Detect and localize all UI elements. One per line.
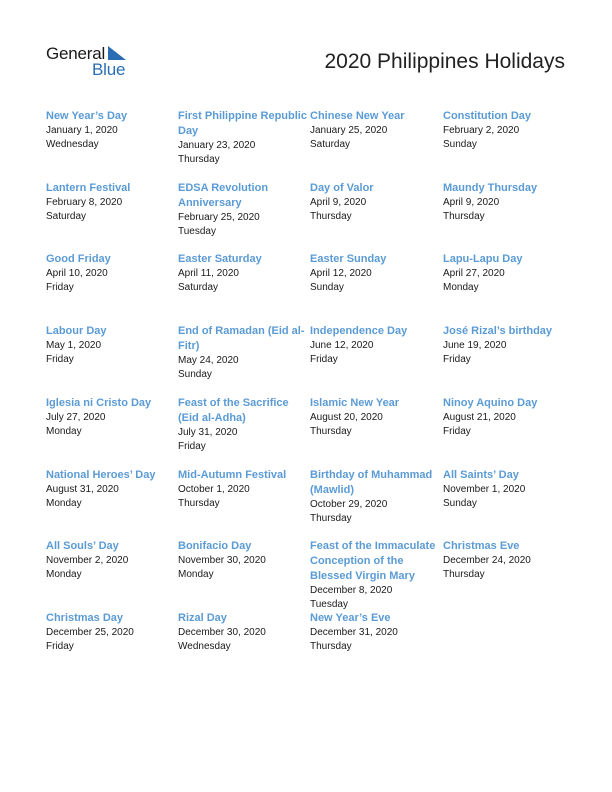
holiday-name: Labour Day <box>46 325 107 337</box>
holiday-name: Chinese New Year <box>310 110 405 122</box>
holiday-name: Day of Valor <box>310 182 374 194</box>
holiday-name: Maundy Thursday <box>443 182 538 194</box>
holiday-date: June 19, 2020 <box>443 340 507 351</box>
holiday-name: Iglesia ni Cristo Day <box>46 397 152 409</box>
holiday-name: All Souls’ Day <box>46 540 119 552</box>
holiday-weekday: Friday <box>310 354 338 365</box>
holiday-name: Rizal Day <box>178 612 227 624</box>
holiday-item <box>46 181 176 224</box>
holiday-row <box>46 181 574 252</box>
holiday-name: Christmas Day <box>46 612 124 624</box>
holiday-weekday: Sunday <box>178 369 212 380</box>
holiday-date: January 23, 2020 <box>178 140 256 151</box>
holiday-item <box>443 468 573 511</box>
holiday-date: April 9, 2020 <box>310 197 367 208</box>
holiday-date: May 1, 2020 <box>46 340 102 351</box>
holiday-name: Islamic New Year <box>310 397 400 409</box>
holiday-date: June 12, 2020 <box>310 340 374 351</box>
holiday-item <box>443 539 573 582</box>
holiday-date: November 2, 2020 <box>46 555 129 566</box>
holiday-weekday: Friday <box>178 441 206 452</box>
holiday-row <box>46 109 574 181</box>
holiday-name: Good Friday <box>46 253 111 265</box>
holiday-weekday: Wednesday <box>178 641 231 652</box>
holiday-date: May 24, 2020 <box>178 355 239 366</box>
holiday-item <box>46 396 176 439</box>
holiday-item <box>310 468 440 526</box>
holiday-name: Lantern Festival <box>46 182 131 194</box>
holiday-weekday: Monday <box>46 498 82 509</box>
holiday-row <box>46 252 574 324</box>
holiday-item <box>46 468 176 511</box>
holiday-date: April 12, 2020 <box>310 268 372 279</box>
holiday-date: December 30, 2020 <box>178 627 266 638</box>
holiday-item <box>178 468 308 511</box>
holiday-weekday: Tuesday <box>310 599 348 610</box>
holiday-row <box>46 396 574 468</box>
holiday-date: December 31, 2020 <box>310 627 398 638</box>
holiday-weekday: Wednesday <box>46 139 99 150</box>
holiday-date: December 24, 2020 <box>443 555 531 566</box>
holiday-item <box>310 611 440 654</box>
holiday-row <box>46 611 574 671</box>
holiday-name: Constitution Day <box>443 110 531 122</box>
holiday-name: New Year’s Day <box>46 110 128 122</box>
holiday-row <box>46 539 574 611</box>
holiday-name: Easter Sunday <box>310 253 387 265</box>
page-title: 2020 Philippines Holidays <box>324 50 565 73</box>
holiday-item <box>310 109 440 152</box>
holiday-date: August 21, 2020 <box>443 412 516 423</box>
holiday-item <box>443 109 573 152</box>
holiday-item <box>178 252 308 295</box>
holiday-weekday: Monday <box>46 569 82 580</box>
logo-general-text: General <box>46 44 106 63</box>
holiday-date: February 8, 2020 <box>46 197 123 208</box>
holiday-item <box>46 324 176 367</box>
holiday-weekday: Monday <box>46 426 82 437</box>
holiday-weekday: Monday <box>443 282 479 293</box>
holiday-weekday: Thursday <box>310 211 352 222</box>
brand-logo <box>46 44 136 80</box>
holiday-item <box>443 324 573 367</box>
holiday-date: April 10, 2020 <box>46 268 108 279</box>
holiday-date: January 25, 2020 <box>310 125 388 136</box>
holiday-weekday: Thursday <box>443 569 485 580</box>
holiday-name: Bonifacio Day <box>178 540 252 552</box>
holiday-date: December 25, 2020 <box>46 627 134 638</box>
holiday-date: August 31, 2020 <box>46 484 119 495</box>
holiday-weekday: Friday <box>443 426 471 437</box>
holiday-grid <box>46 109 574 671</box>
holiday-item <box>178 611 308 654</box>
holiday-item <box>46 252 176 295</box>
holiday-item <box>443 181 573 224</box>
holiday-weekday: Sunday <box>443 139 477 150</box>
holiday-weekday: Friday <box>46 641 74 652</box>
holiday-weekday: Thursday <box>310 513 352 524</box>
holiday-name: New Year’s Eve <box>310 612 391 624</box>
holiday-weekday: Tuesday <box>178 226 216 237</box>
holiday-weekday: Thursday <box>443 211 485 222</box>
holiday-name: Mid-Autumn Festival <box>178 469 287 481</box>
holiday-name: Birthday of Muhammad (Mawlid) <box>310 469 433 496</box>
holiday-date: August 20, 2020 <box>310 412 383 423</box>
holiday-item <box>310 252 440 295</box>
holiday-weekday: Thursday <box>178 154 220 165</box>
holiday-date: July 31, 2020 <box>178 427 238 438</box>
holiday-name: Independence Day <box>310 325 408 337</box>
holiday-item <box>178 324 308 382</box>
holiday-item <box>46 611 176 654</box>
holiday-item <box>443 396 573 439</box>
holiday-weekday: Thursday <box>310 426 352 437</box>
holiday-item <box>178 396 308 454</box>
holiday-item <box>46 539 176 582</box>
holiday-name: National Heroes’ Day <box>46 469 156 481</box>
holiday-item <box>310 324 440 367</box>
holiday-date: July 27, 2020 <box>46 412 106 423</box>
holiday-date: February 25, 2020 <box>178 212 260 223</box>
holiday-date: November 1, 2020 <box>443 484 526 495</box>
holiday-name: José Rizal’s birthday <box>443 325 553 337</box>
holiday-name: Christmas Eve <box>443 540 520 552</box>
holiday-weekday: Monday <box>178 569 214 580</box>
holiday-weekday: Friday <box>443 354 471 365</box>
logo-blue-text: Blue <box>92 60 126 79</box>
holiday-date: April 9, 2020 <box>443 197 500 208</box>
holiday-item <box>310 181 440 224</box>
holiday-item <box>46 109 176 152</box>
holiday-item <box>178 181 308 239</box>
holiday-date: November 30, 2020 <box>178 555 266 566</box>
holiday-weekday: Sunday <box>443 498 477 509</box>
holiday-date: October 29, 2020 <box>310 499 388 510</box>
holiday-item <box>178 539 308 582</box>
holiday-name: End of Ramadan (Eid al-Fitr) <box>178 325 305 352</box>
holiday-date: October 1, 2020 <box>178 484 250 495</box>
holiday-item <box>310 396 440 439</box>
holiday-weekday: Thursday <box>178 498 220 509</box>
holiday-name: EDSA Revolution Anniversary <box>178 182 269 209</box>
holiday-item <box>443 252 573 295</box>
holiday-row <box>46 324 574 396</box>
holiday-name: Easter Saturday <box>178 253 262 265</box>
holiday-weekday: Thursday <box>310 641 352 652</box>
holiday-item <box>310 539 440 612</box>
holiday-weekday: Friday <box>46 354 74 365</box>
holiday-date: January 1, 2020 <box>46 125 118 136</box>
holiday-name: Feast of the Sacrifice (Eid al-Adha) <box>178 397 289 424</box>
holiday-date: April 27, 2020 <box>443 268 505 279</box>
holiday-name: Lapu-Lapu Day <box>443 253 523 265</box>
holiday-name: All Saints’ Day <box>443 469 519 481</box>
holiday-weekday: Saturday <box>178 282 219 293</box>
holiday-date: February 2, 2020 <box>443 125 520 136</box>
holiday-weekday: Friday <box>46 282 74 293</box>
holiday-item <box>178 109 308 167</box>
holiday-date: December 8, 2020 <box>310 585 393 596</box>
holiday-name: First Philippine Republic Day <box>178 110 307 137</box>
holiday-weekday: Saturday <box>310 139 351 150</box>
holiday-date: April 11, 2020 <box>178 268 239 279</box>
holiday-weekday: Saturday <box>46 211 87 222</box>
holiday-row <box>46 468 574 539</box>
holiday-name: Ninoy Aquino Day <box>443 397 538 409</box>
holiday-name: Feast of the Immaculate Conception of the Blessed Virgin Mary <box>310 540 436 582</box>
holiday-weekday: Sunday <box>310 282 344 293</box>
